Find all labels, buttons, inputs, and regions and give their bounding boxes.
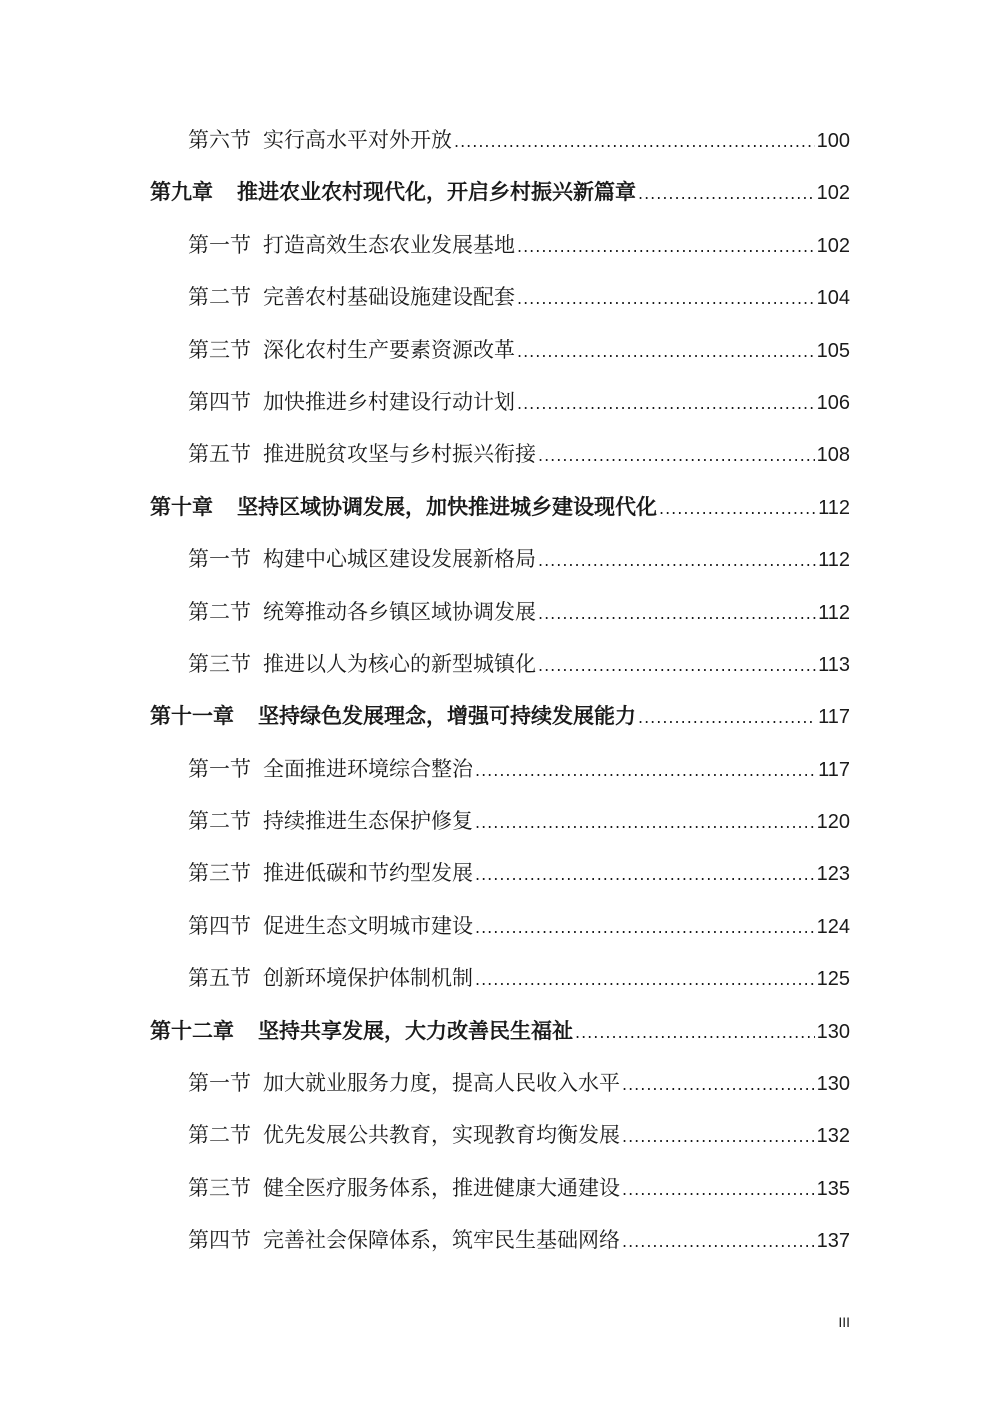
dot-leader bbox=[538, 446, 815, 465]
page-number: III bbox=[838, 1314, 850, 1330]
toc-entry-number: 第四节 bbox=[188, 1228, 251, 1253]
toc-entry[interactable] bbox=[150, 229, 850, 281]
toc-entry-number: 第四节 bbox=[188, 389, 251, 414]
toc-entry-page: 125 bbox=[816, 968, 850, 991]
toc-entry[interactable] bbox=[150, 1172, 850, 1224]
toc-entry-title: 完善农村基础设施建设配套 bbox=[263, 285, 515, 310]
toc-entry-number: 第五节 bbox=[188, 966, 251, 991]
toc-entry-page: 104 bbox=[816, 287, 850, 310]
toc-entry-page: 130 bbox=[816, 1020, 850, 1043]
toc-entry-number: 第二节 bbox=[188, 809, 251, 834]
toc-entry-number: 第三节 bbox=[188, 1175, 251, 1200]
toc-entry-page: 135 bbox=[816, 1177, 850, 1200]
toc-entry-title: 推进低碳和节约型发展 bbox=[263, 861, 473, 886]
toc-entry[interactable] bbox=[150, 805, 850, 857]
dot-leader bbox=[475, 761, 816, 780]
table-of-contents bbox=[150, 124, 850, 1277]
toc-entry-number: 第三节 bbox=[188, 651, 251, 676]
toc-entry-number: 第二节 bbox=[188, 599, 251, 624]
toc-entry[interactable] bbox=[150, 124, 850, 176]
toc-entry[interactable] bbox=[150, 491, 850, 543]
dot-leader bbox=[538, 551, 816, 570]
toc-entry-number: 第六节 bbox=[188, 128, 251, 152]
dot-leader bbox=[538, 604, 816, 623]
dot-leader bbox=[517, 237, 815, 256]
toc-entry[interactable] bbox=[150, 700, 850, 752]
toc-entry-title: 深化农村生产要素资源改革 bbox=[263, 337, 515, 362]
toc-entry-title: 促进生态文明城市建设 bbox=[263, 913, 473, 938]
toc-entry-page: 113 bbox=[818, 653, 850, 676]
toc-entry[interactable] bbox=[150, 281, 850, 333]
toc-entry-title: 打造高效生态农业发展基地 bbox=[263, 232, 515, 257]
toc-entry-title: 创新环境保护体制机制 bbox=[263, 966, 473, 991]
dot-leader bbox=[538, 656, 816, 675]
dot-leader bbox=[475, 970, 815, 989]
toc-entry-page: 124 bbox=[816, 915, 850, 938]
toc-entry-title: 健全医疗服务体系，推进健康大通建设 bbox=[263, 1175, 620, 1200]
dot-leader bbox=[475, 918, 815, 937]
toc-entry[interactable] bbox=[150, 1119, 850, 1171]
toc-entry-title: 坚持区域协调发展，加快推进城乡建设现代化 bbox=[237, 493, 657, 519]
toc-entry-number: 第一节 bbox=[188, 232, 251, 257]
toc-entry-page: 112 bbox=[818, 601, 850, 624]
toc-entry-number: 第十一章 bbox=[150, 703, 234, 729]
toc-entry[interactable] bbox=[150, 596, 850, 648]
toc-entry-page: 105 bbox=[816, 339, 850, 362]
toc-entry-page: 112 bbox=[818, 496, 850, 519]
toc-entry-page: 117 bbox=[818, 758, 850, 781]
toc-entry-number: 第一节 bbox=[188, 756, 251, 781]
toc-entry-title: 持续推进生态保护修复 bbox=[263, 809, 473, 834]
toc-entry-page: 112 bbox=[818, 549, 850, 572]
dot-leader bbox=[622, 1180, 815, 1199]
toc-entry-number: 第五节 bbox=[188, 442, 251, 467]
toc-entry-page: 106 bbox=[816, 391, 850, 414]
toc-entry-page: 100 bbox=[816, 130, 850, 152]
toc-entry[interactable] bbox=[150, 438, 850, 490]
dot-leader bbox=[638, 184, 815, 203]
dot-leader bbox=[517, 342, 815, 361]
toc-entry-number: 第二节 bbox=[188, 1123, 251, 1148]
toc-entry-title: 统筹推动各乡镇区域协调发展 bbox=[263, 599, 536, 624]
dot-leader bbox=[659, 499, 816, 518]
toc-entry-number: 第一节 bbox=[188, 1071, 251, 1096]
toc-entry[interactable] bbox=[150, 753, 850, 805]
toc-entry-title: 完善社会保障体系，筑牢民生基础网络 bbox=[263, 1228, 620, 1253]
toc-entry-title: 推进脱贫攻坚与乡村振兴衔接 bbox=[263, 442, 536, 467]
toc-entry-number: 第九章 bbox=[150, 179, 213, 205]
toc-entry-number: 第十章 bbox=[150, 493, 213, 519]
dot-leader bbox=[575, 1023, 815, 1042]
toc-entry-number: 第三节 bbox=[188, 337, 251, 362]
dot-leader bbox=[622, 1127, 815, 1146]
toc-entry-title: 优先发展公共教育，实现教育均衡发展 bbox=[263, 1123, 620, 1148]
toc-entry-number: 第四节 bbox=[188, 913, 251, 938]
dot-leader bbox=[517, 394, 815, 413]
toc-entry-page: 108 bbox=[816, 444, 850, 467]
toc-entry-title: 推进以人为核心的新型城镇化 bbox=[263, 651, 536, 676]
toc-entry[interactable] bbox=[150, 1067, 850, 1119]
toc-entry-number: 第二节 bbox=[188, 285, 251, 310]
toc-entry-page: 132 bbox=[816, 1125, 850, 1148]
dot-leader bbox=[454, 132, 815, 151]
toc-entry-title: 坚持绿色发展理念，增强可持续发展能力 bbox=[258, 703, 636, 729]
toc-entry[interactable] bbox=[150, 857, 850, 909]
toc-entry-page: 130 bbox=[816, 1073, 850, 1096]
toc-entry-page: 120 bbox=[816, 811, 850, 834]
toc-entry[interactable] bbox=[150, 543, 850, 595]
toc-entry-number: 第三节 bbox=[188, 861, 251, 886]
toc-entry[interactable] bbox=[150, 962, 850, 1014]
dot-leader bbox=[622, 1075, 815, 1094]
toc-entry-title: 加快推进乡村建设行动计划 bbox=[263, 389, 515, 414]
toc-entry-number: 第一节 bbox=[188, 547, 251, 572]
toc-entry[interactable] bbox=[150, 334, 850, 386]
toc-entry[interactable] bbox=[150, 386, 850, 438]
toc-entry-title: 全面推进环境综合整治 bbox=[263, 756, 473, 781]
toc-entry[interactable] bbox=[150, 648, 850, 700]
dot-leader bbox=[638, 708, 816, 727]
toc-entry-page: 117 bbox=[818, 706, 850, 729]
toc-entry-title: 坚持共享发展，大力改善民生福祉 bbox=[258, 1017, 573, 1043]
toc-entry-title: 推进农业农村现代化，开启乡村振兴新篇章 bbox=[237, 179, 636, 205]
toc-entry-page: 102 bbox=[816, 234, 850, 257]
dot-leader bbox=[475, 813, 815, 832]
dot-leader bbox=[622, 1232, 815, 1251]
toc-entry-title: 实行高水平对外开放 bbox=[263, 128, 452, 152]
toc-entry-number: 第十二章 bbox=[150, 1017, 234, 1043]
toc-entry[interactable] bbox=[150, 1015, 850, 1067]
toc-entry-page: 102 bbox=[816, 182, 850, 205]
toc-entry-page: 123 bbox=[816, 863, 850, 886]
toc-entry[interactable] bbox=[150, 910, 850, 962]
toc-entry[interactable] bbox=[150, 1224, 850, 1276]
dot-leader bbox=[517, 289, 815, 308]
toc-entry[interactable] bbox=[150, 176, 850, 228]
toc-entry-title: 构建中心城区建设发展新格局 bbox=[263, 547, 536, 572]
dot-leader bbox=[475, 865, 815, 884]
toc-entry-title: 加大就业服务力度，提高人民收入水平 bbox=[263, 1071, 620, 1096]
toc-entry-page: 137 bbox=[816, 1230, 850, 1253]
